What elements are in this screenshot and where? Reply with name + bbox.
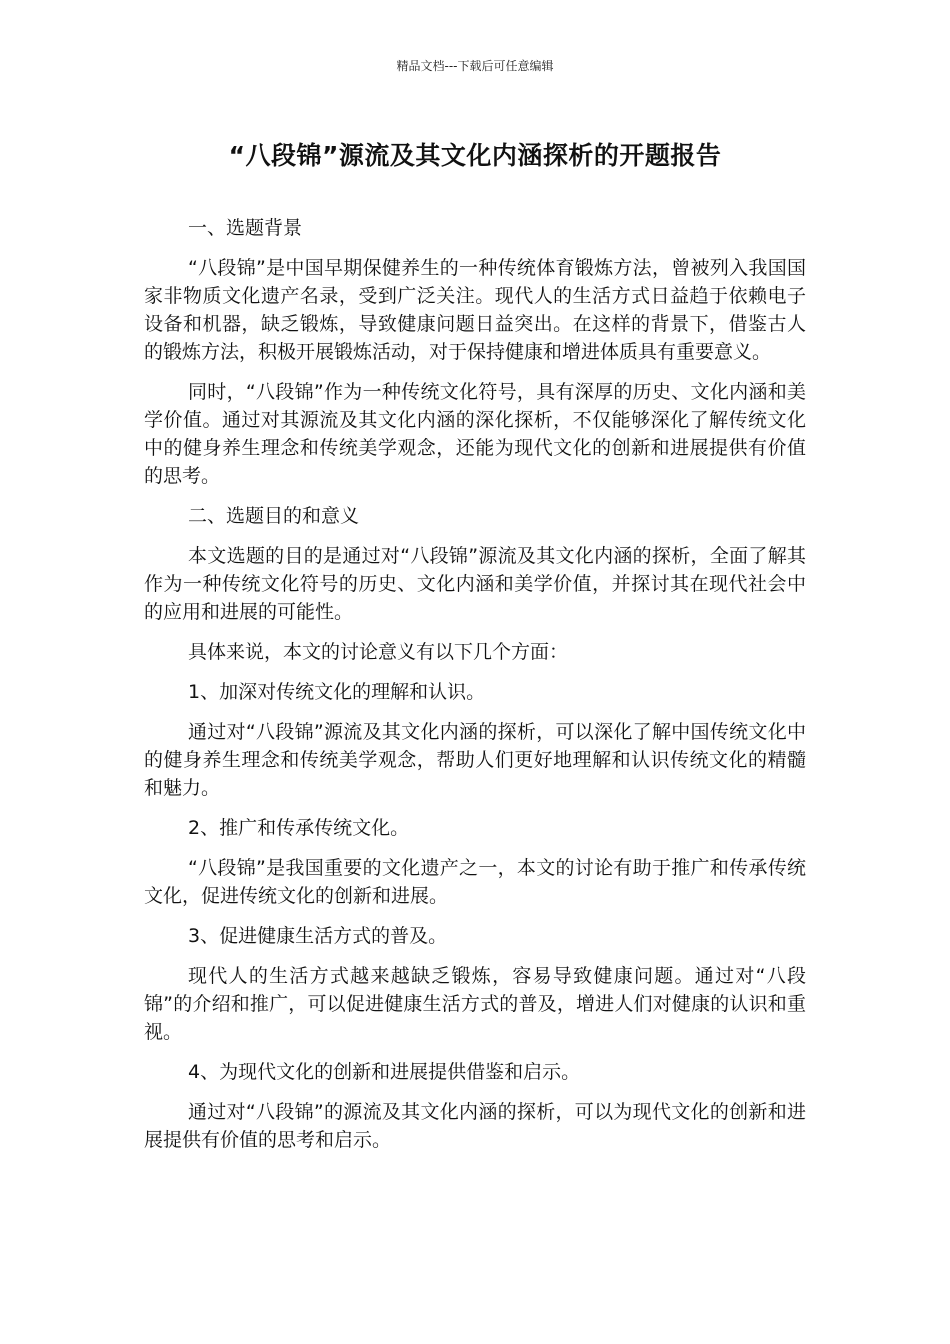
document-body [144,214,806,1166]
document-title: “八段锦”源流及其文化内涵探析的开题报告 [228,141,722,170]
list-item-1-heading: 1、加深对传统文化的理解和认识。 [188,681,486,703]
paragraph-purpose: 本文选题的目的是通过对“八段锦”源流及其文化内涵的探析，全面了解其作为一种传统文化符号的历史、文化内涵和美学价值，并探讨其在现代社会中的应用和进展的可能性。 [144,545,806,623]
list-item-3-heading: 3、促进健康生活方式的普及。 [188,925,448,947]
paragraph-significance-intro: 具体来说，本文的讨论意义有以下几个方面： [188,641,569,663]
list-item-2-heading: 2、推广和传承传统文化。 [188,817,410,839]
header-note: 精品文档---下载后可任意编辑 [396,59,554,73]
list-item-4-heading: 4、为现代文化的创新和进展提供借鉴和启示。 [188,1061,581,1083]
list-item-3-body: 现代人的生活方式越来越缺乏锻炼，容易导致健康问题。通过对“八段锦”的介绍和推广，可以促进健康生活方式的普及，增进人们对健康的认识和重视。 [144,965,806,1043]
paragraph-background-1: “八段锦”是中国早期保健养生的一种传统体育锻炼方法，曾被列入我国国家非物质文化遗产名录，受到广泛关注。现代人的生活方式日益趋于依赖电子设备和机器，缺乏锻炼，导致健康问题日益突出。在这样的背景下，借鉴古人的锻炼方法，积极开展锻炼活动，对于保持健康和增进体质具有重要意义。 [144,257,806,363]
paragraph-background-2: 同时，“八段锦”作为一种传统文化符号，具有深厚的历史、文化内涵和美学价值。通过对其源流及其文化内涵的深化探析，不仅能够深化了解传统文化中的健身养生理念和传统美学观念，还能为现代文化的创新和进展提供有价值的思考。 [144,381,806,487]
list-item-4-body: 通过对“八段锦”的源流及其文化内涵的探析，可以为现代文化的创新和进展提供有价值的思考和启示。 [144,1101,806,1151]
list-item-1-body: 通过对“八段锦”源流及其文化内涵的探析，可以深化了解中国传统文化中的健身养生理念和传统美学观念，帮助人们更好地理解和认识传统文化的精髓和魅力。 [144,721,806,799]
section-heading-background: 一、选题背景 [188,217,303,239]
section-heading-purpose: 二、选题目的和意义 [188,505,360,527]
list-item-2-body: “八段锦”是我国重要的文化遗产之一，本文的讨论有助于推广和传承传统文化，促进传统文化的创新和进展。 [144,857,806,907]
